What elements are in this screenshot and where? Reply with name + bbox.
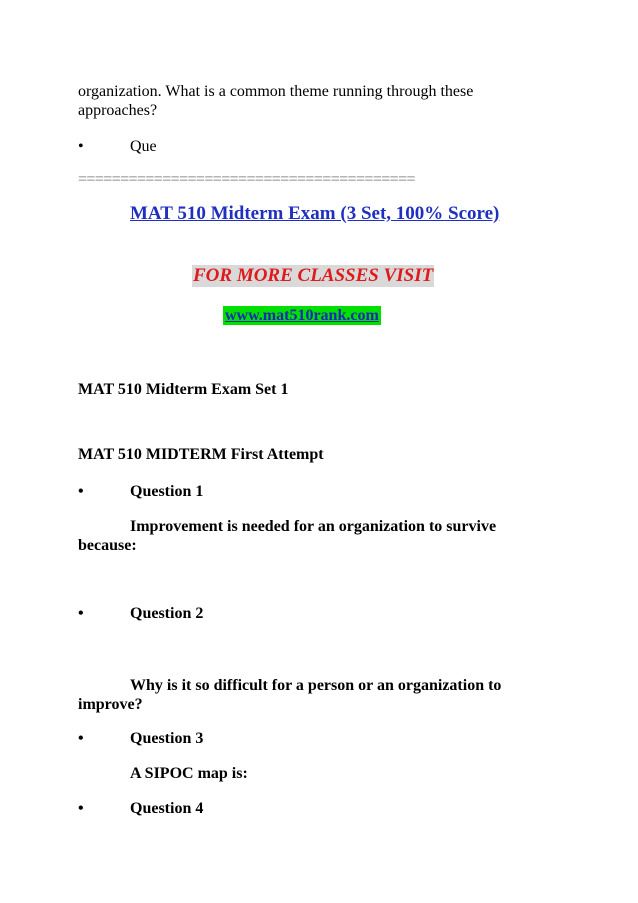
section-heading-set-1: MAT 510 Midterm Exam Set 1 [78,381,289,398]
bullet-mark: • [78,483,84,500]
question-label: Question 1 [130,483,204,500]
exam-title-link[interactable]: MAT 510 Midterm Exam (3 Set, 100% Score) [130,203,500,224]
question-1-text-line-1: Improvement is needed for an organization to survive [130,518,497,535]
section-heading-first-attempt: MAT 510 MIDTERM First Attempt [78,446,324,463]
question-label: Question 3 [130,730,204,747]
promo-banner: FOR MORE CLASSES VISIT [193,265,434,286]
question-1-text-line-2: because: [78,537,137,554]
intro-text-line-2: approaches? [78,102,158,119]
question-2-text-line-1: Why is it so difficult for a person or an organization to [130,677,502,694]
separator-line: ======================================== [78,171,415,188]
website-link[interactable]: www.mat510rank.com [225,307,379,324]
bullet-mark: • [78,800,84,817]
question-3-text-line-1: A SIPOC map is: [130,765,248,782]
question-label: Question 4 [130,800,204,817]
intro-text-line-1: organization. What is a common theme running through these [78,83,474,100]
bullet-mark: • [78,730,84,747]
list-item-text: Que [130,138,157,155]
question-label: Question 2 [130,605,204,622]
question-2-text-line-2: improve? [78,696,143,713]
bullet-mark: • [78,138,84,155]
bullet-mark: • [78,605,84,622]
